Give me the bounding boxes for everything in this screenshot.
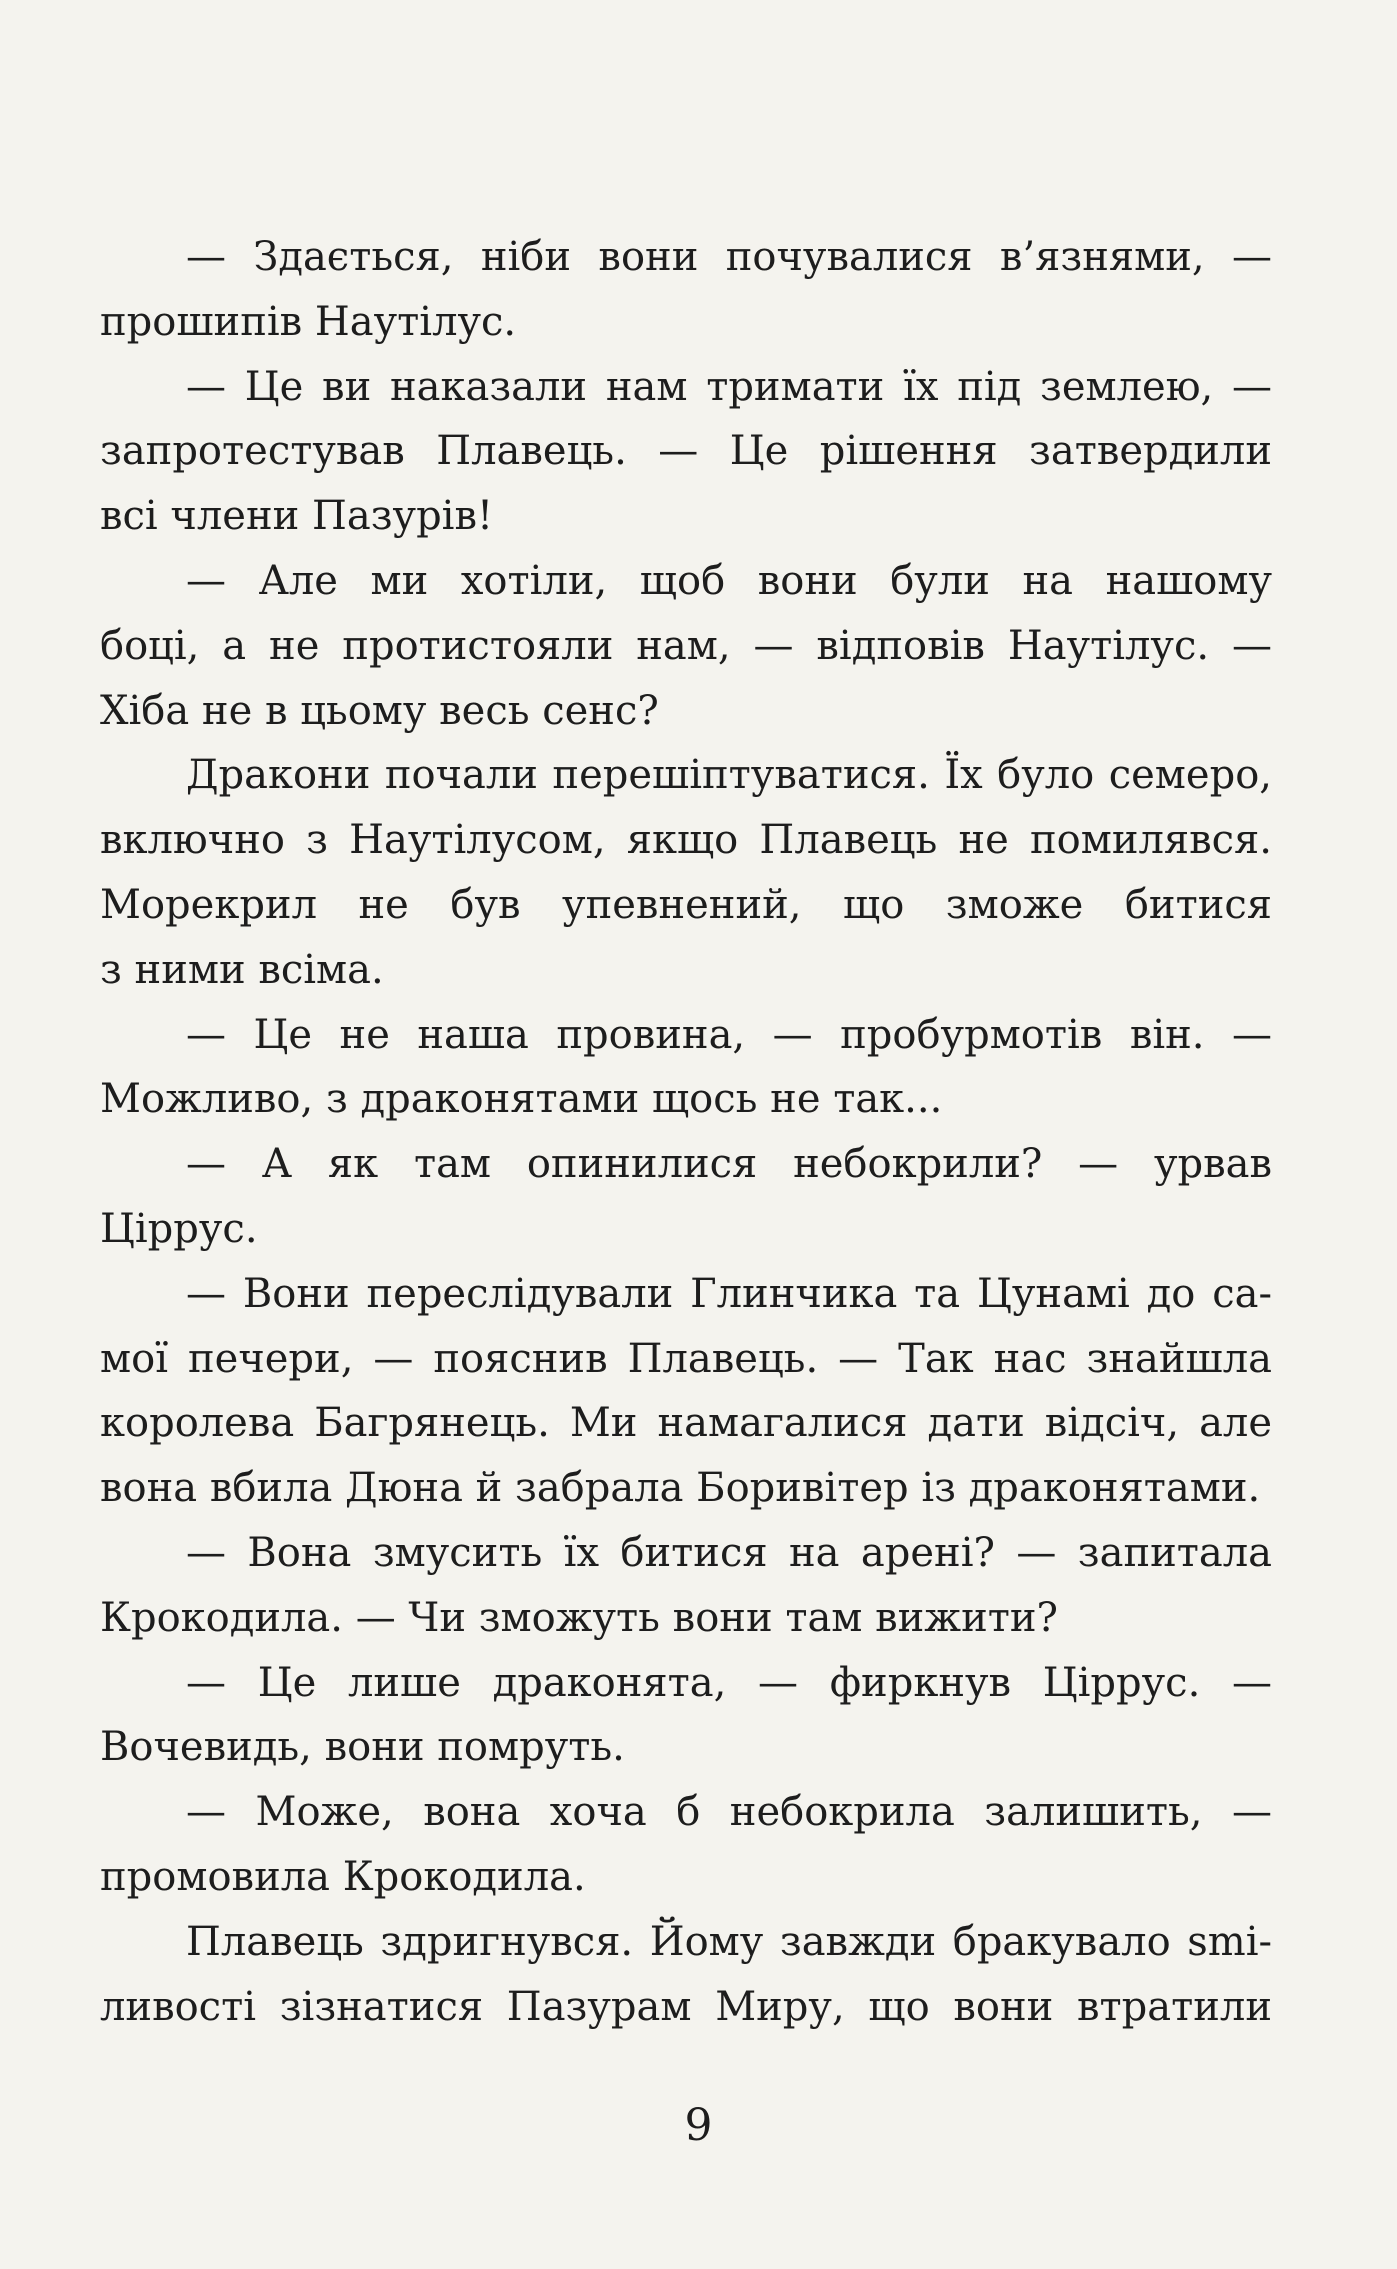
text-line: Ціррус.: [100, 1205, 258, 1252]
text-line: Хіба не в цьому весь сенс?: [100, 687, 659, 734]
text-line: промовила Крокодила.: [100, 1853, 586, 1900]
text-line: Дракони почали перешіптуватися. Їх було семеро,: [186, 752, 1272, 799]
text-line: боці, а не протистояли нам, — відповів Наутілус. —: [100, 622, 1272, 669]
text-line: — А як там опинилися небокрили? — урвав: [186, 1141, 1272, 1188]
body-text: [100, 225, 1272, 2039]
text-line: — Здається, ніби вони почувалися в’язнями, —: [186, 234, 1272, 280]
text-line: Крокодила. — Чи зможуть вони там вижити?: [100, 1594, 1058, 1641]
text-line: — Це не наша провина, — пробурмотів він. —: [186, 1011, 1272, 1058]
text-line: Плавець здригнувся. Йому завжди бракувало smі-: [186, 1918, 1272, 1965]
text-line: королева Багрянець. Ми намагалися дати відсіч, але: [100, 1400, 1272, 1447]
text-line: всі члени Пазурів!: [100, 493, 494, 540]
text-line: включно з Наутілусом, якщо Плавець не помилявся.: [100, 817, 1272, 864]
page-number: 9: [684, 2100, 713, 2151]
text-line: — Це лише драконята, — фиркнув Ціррус. —: [186, 1659, 1272, 1706]
text-line: ливості зізнатися Пазурам Миру, що вони втратили: [100, 1983, 1272, 2030]
text-line: — Це ви наказали нам тримати їх під землею, —: [186, 363, 1272, 410]
text-line: — Вона змусить їх битися на арені? — запитала: [186, 1529, 1272, 1576]
text-line: мої печери, — пояснив Плавець. — Так нас знайшла: [100, 1335, 1272, 1382]
text-line: — Але ми хотіли, щоб вони були на нашому: [186, 557, 1272, 604]
text-line: вона вбила Дюна й забрала Боривітер із драконятами.: [100, 1465, 1261, 1512]
text-line: прошипів Наутілус.: [100, 298, 517, 345]
text-line: з ними всіма.: [100, 946, 384, 993]
text-line: Можливо, з драконятами щось не так...: [100, 1076, 943, 1123]
text-line: запротестував Плавець. — Це рішення затвердили: [100, 428, 1272, 475]
text-line: — Може, вона хоча б небокрила залишить, —: [186, 1789, 1272, 1836]
text-line: Морекрил не був упевнений, що зможе битися: [100, 881, 1272, 928]
text-line: Вочевидь, вони помруть.: [100, 1724, 625, 1771]
text-line: — Вони переслідували Глинчика та Цунамі до са-: [186, 1270, 1272, 1317]
